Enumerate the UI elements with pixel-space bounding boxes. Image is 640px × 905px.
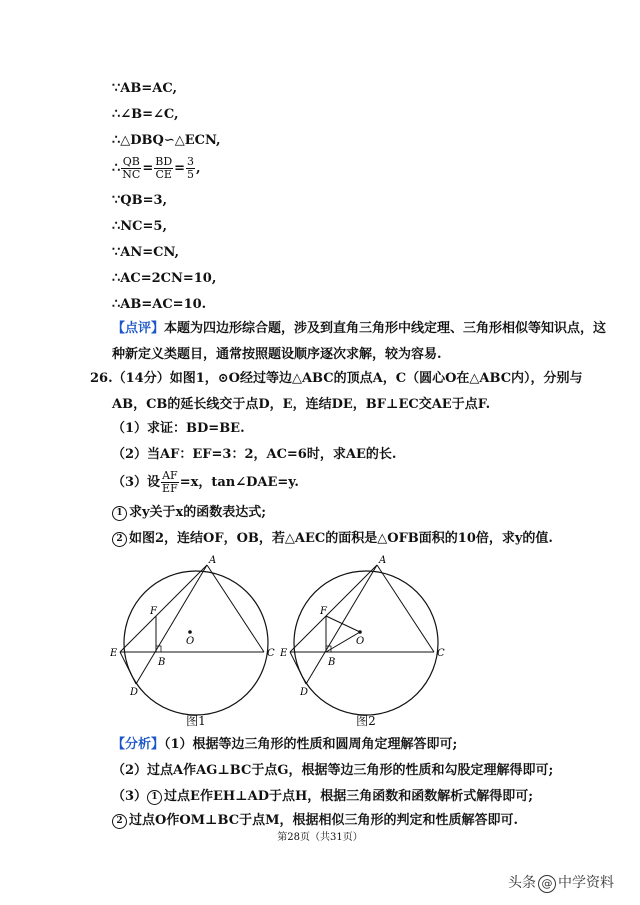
label-e: E <box>110 648 118 659</box>
proof-line-6: ∴NC=5, <box>112 219 167 234</box>
line-ad <box>136 565 207 684</box>
fraction-af-ef: $\frac{AF}{EF}$ <box>162 469 178 495</box>
label-f: F <box>320 606 327 617</box>
proof-line-4: ∴ $\frac{QB}{NC}$ = $\frac{BD}{CE}$ = $\frac{3}{5}$ , <box>112 155 201 181</box>
label-a: A <box>209 555 217 566</box>
proof-line-8: ∴AC=2CN=10, <box>112 271 217 286</box>
label-e: E <box>280 648 288 659</box>
analysis-line-1: 【分析】（1）根据等边三角形的性质和圆周角定理解答即可; <box>112 737 458 752</box>
circle-o <box>124 571 268 715</box>
proof-line-9: ∴AB=AC=10. <box>112 297 207 312</box>
line-de <box>120 652 136 684</box>
comment-tag: 【点评】 <box>112 321 165 336</box>
line-of <box>326 616 360 632</box>
label-d: D <box>300 687 309 698</box>
proof-line-5: ∵QB=3, <box>112 193 168 208</box>
fraction-qb-nc: $\frac{QB}{NC}$ <box>122 155 141 181</box>
line-ad <box>306 565 377 684</box>
label-c: C <box>437 648 445 659</box>
circled-number-2: 2 <box>112 814 127 829</box>
page-footer: 第28页（共31页） <box>277 832 363 843</box>
label-b: B <box>158 657 166 668</box>
sub-question-1: 1 求y关于x的函数表达式; <box>112 504 266 522</box>
center-point <box>188 630 192 634</box>
analysis-line-2: （2）过点A作AG⊥BC于点G，根据等边三角形的性质和勾股定理解得即可; <box>112 763 554 778</box>
circled-number-1: 1 <box>112 506 127 521</box>
question-3: （3）设 $\frac{AF}{EF}$ =x，tan∠DAE=y. <box>112 469 299 495</box>
watermark: 头条 @ 中学资料 <box>508 875 614 891</box>
label-o: O <box>186 636 195 647</box>
at-icon: @ <box>538 875 556 893</box>
proof-line-1: ∵AB=AC, <box>112 81 177 96</box>
figure-1 <box>110 555 280 725</box>
fraction-3-5: $\frac{3}{5}$ <box>187 155 195 181</box>
analysis-tag: 【分析】 <box>112 737 165 752</box>
center-point <box>358 630 362 634</box>
label-c: C <box>267 648 275 659</box>
proof-line-3: ∴△DBQ∽△ECN, <box>112 133 221 148</box>
caption-figure-1: 图1 <box>186 714 206 728</box>
figure-2 <box>280 555 450 725</box>
circled-number-1: 1 <box>147 790 162 805</box>
question-2: （2）当AF：EF=3：2，AC=6时，求AE的长. <box>112 447 397 462</box>
analysis-line-3: （3） 1 过点E作EH⊥AD于点H，根据三角函数和函数解析式解得即可; <box>112 789 534 804</box>
comment-line-2: 种新定义类题目，通常按照题设顺序逐次求解，较为容易. <box>112 347 442 362</box>
circled-number-2: 2 <box>112 532 127 547</box>
circle-o <box>294 571 438 715</box>
label-d: D <box>130 687 139 698</box>
comment-line-1: 【点评】本题为四边形综合题，涉及到直角三角形中线定理、三角形相似等知识点，这 <box>112 321 607 336</box>
sub-question-2: 2 如图2，连结OF，OB，若△AEC的面积是△OFB面积的10倍，求y的值. <box>112 530 553 548</box>
line-de <box>290 652 306 684</box>
proof-line-7: ∵AN=CN, <box>112 245 180 260</box>
problem-line-2: AB，CB的延长线交于点D，E，连结DE，BF⊥EC交AE于点F. <box>112 397 491 412</box>
label-o: O <box>356 636 365 647</box>
label-b: B <box>328 657 336 668</box>
fraction-bd-ce: $\frac{BD}{CE}$ <box>155 155 173 181</box>
line-ac <box>377 565 434 652</box>
caption-figure-2: 图2 <box>356 714 376 728</box>
proof-line-2: ∴∠B=∠C, <box>112 107 179 122</box>
label-f: F <box>150 606 157 617</box>
analysis-line-4: 2 过点O作OM⊥BC于点M，根据相似三角形的判定和性质解答即可. <box>112 812 518 830</box>
question-1: （1）求证：BD=BE. <box>112 421 245 436</box>
problem-line-1: 26.（14分）如图1，⊙O经过等边△ABC的顶点A，C（圆心O在△ABC内），分别与 <box>90 371 583 386</box>
therefore-symbol: ∴ <box>112 161 121 176</box>
line-ac <box>207 565 264 652</box>
label-a: A <box>379 555 387 566</box>
